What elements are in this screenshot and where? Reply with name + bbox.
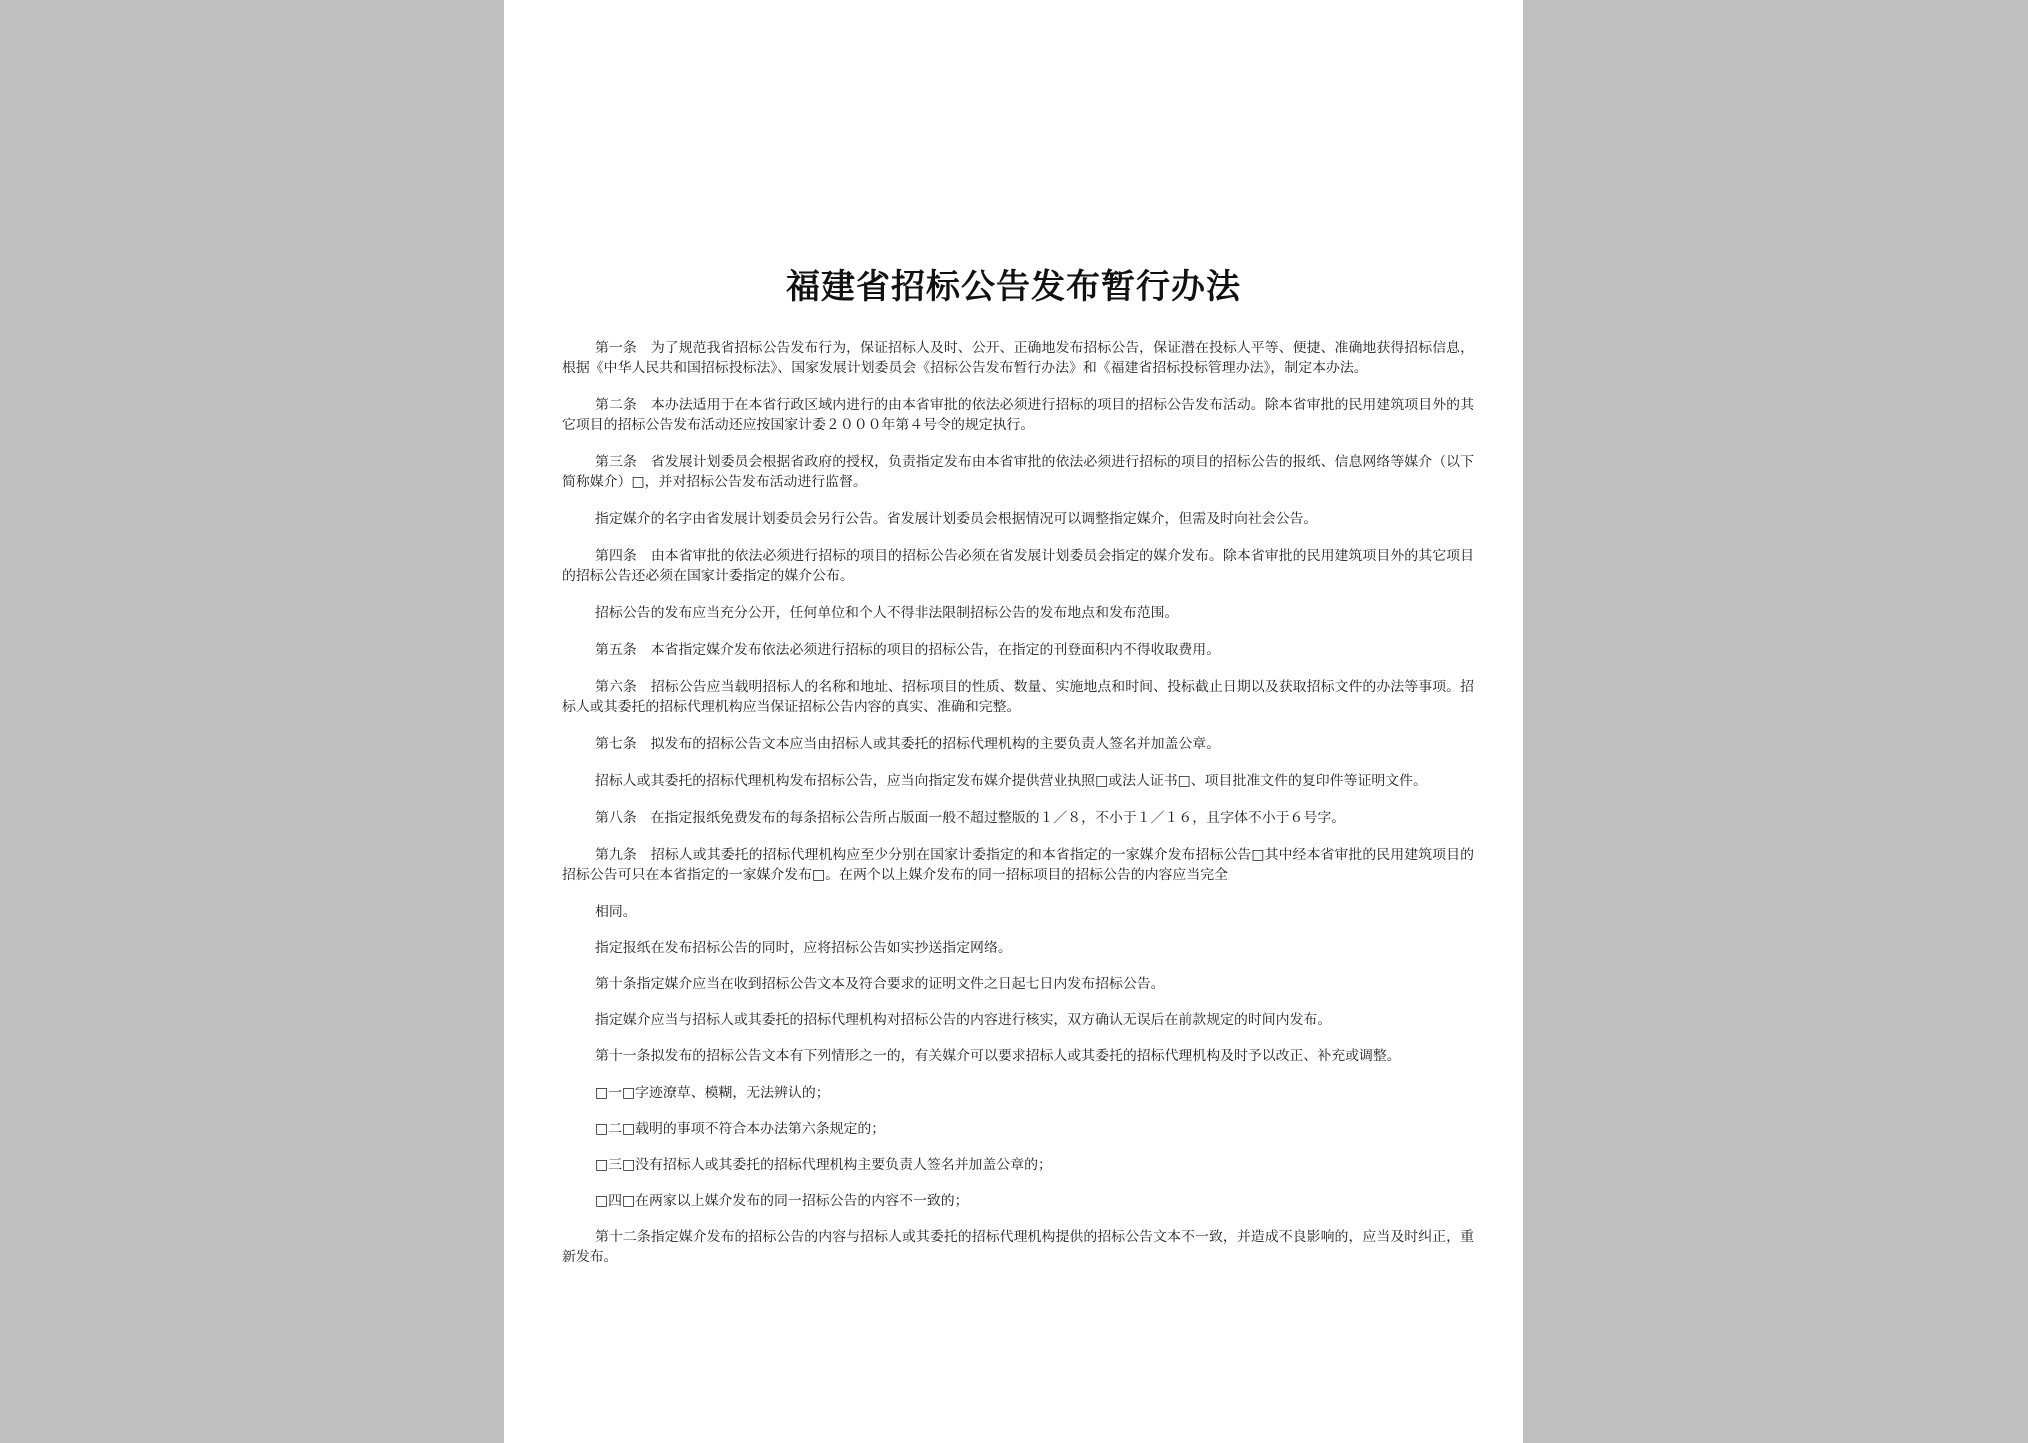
paragraph-article-11: 第十一条拟发布的招标公告文本有下列情形之一的，有关媒介可以要求招标人或其委托的招标代理机构及时予以改正、补充或调整。: [595, 1048, 1401, 1064]
paragraph-publication-openness: 招标公告的发布应当充分公开，任何单位和个人不得非法限制招标公告的发布地点和发布范围。: [595, 605, 1179, 621]
paragraph-continuation: 相同。: [595, 904, 637, 920]
paragraph-article-12: 第十二条指定媒介发布的招标公告的内容与招标人或其委托的招标代理机构提供的招标公告文本不一致，并造成不良影响的，应当及时纠正，重新发布。: [562, 1229, 1474, 1265]
paragraph-article-10: 第十条指定媒介应当在收到招标公告文本及符合要求的证明文件之日起七日内发布招标公告。: [595, 976, 1165, 992]
paragraph-article-2: 第二条 本办法适用于在本省行政区域内进行的由本省审批的依法必须进行招标的项目的招标公告发布活动。除本省审批的民用建筑项目外的其它项目的招标公告发布活动还应按国家计委２０００年第４号令的规定执行。: [562, 397, 1474, 433]
document-body: [562, 338, 1474, 1284]
paragraph-designated-media: 指定媒介的名字由省发展计划委员会另行公告。省发展计划委员会根据情况可以调整指定媒介，但需及时向社会公告。: [595, 511, 1318, 527]
paragraph-article-9: 第九条 招标人或其委托的招标代理机构应至少分别在国家计委指定的和本省指定的一家媒介发布招标公告□其中经本省审批的民用建筑项目的招标公告可只在本省指定的一家媒介发布□。在两个以上媒介发布的同一招标项目的招标公告的内容应当完全: [562, 847, 1474, 883]
document-title: 福建省招标公告发布暂行办法: [786, 267, 1241, 307]
list-item-4: □四□在两家以上媒介发布的同一招标公告的内容不一致的；: [595, 1193, 969, 1209]
paragraph-article-1: 第一条 为了规范我省招标公告发布行为，保证招标人及时、公开、正确地发布招标公告，保证潜在投标人平等、便捷、准确地获得招标信息，根据《中华人民共和国招标投标法》、国家发展计划委员会《招标公告发布暂行办法》和《福建省招标投标管理办法》，制定本办法。: [562, 340, 1474, 376]
paragraph-article-4: 第四条 由本省审批的依法必须进行招标的项目的招标公告必须在省发展计划委员会指定的媒介发布。除本省审批的民用建筑项目外的其它项目的招标公告还必须在国家计委指定的媒介公布。: [562, 548, 1474, 584]
paragraph-article-3: 第三条 省发展计划委员会根据省政府的授权，负责指定发布由本省审批的依法必须进行招标的项目的招标公告的报纸、信息网络等媒介（以下简称媒介）□，并对招标公告发布活动进行监督。: [562, 454, 1474, 490]
paragraph-copy-to-network: 指定报纸在发布招标公告的同时，应将招标公告如实抄送指定网络。: [595, 940, 1012, 956]
document-page: [504, 0, 1523, 1443]
list-item-2: □二□载明的事项不符合本办法第六条规定的；: [595, 1121, 886, 1137]
paragraph-supporting-documents: 招标人或其委托的招标代理机构发布招标公告，应当向指定发布媒介提供营业执照□或法人证书□、项目批准文件的复印件等证明文件。: [595, 773, 1427, 789]
paragraph-article-5: 第五条 本省指定媒介发布依法必须进行招标的项目的招标公告，在指定的刊登面积内不得收取费用。: [595, 642, 1221, 658]
paragraph-article-7: 第七条 拟发布的招标公告文本应当由招标人或其委托的招标代理机构的主要负责人签名并加盖公章。: [595, 736, 1221, 752]
paragraph-verification: 指定媒介应当与招标人或其委托的招标代理机构对招标公告的内容进行核实，双方确认无误后在前款规定的时间内发布。: [595, 1012, 1332, 1028]
list-item-1: □一□字迹潦草、模糊，无法辨认的；: [595, 1085, 830, 1101]
paragraph-article-6: 第六条 招标公告应当载明招标人的名称和地址、招标项目的性质、数量、实施地点和时间、投标截止日期以及获取招标文件的办法等事项。招标人或其委托的招标代理机构应当保证招标公告内容的真实、准确和完整。: [562, 679, 1474, 715]
list-item-3: □三□没有招标人或其委托的招标代理机构主要负责人签名并加盖公章的；: [595, 1157, 1052, 1173]
paragraph-article-8: 第八条 在指定报纸免费发布的每条招标公告所占版面一般不超过整版的１／８，不小于１／１６，且字体不小于６号字。: [595, 810, 1346, 826]
